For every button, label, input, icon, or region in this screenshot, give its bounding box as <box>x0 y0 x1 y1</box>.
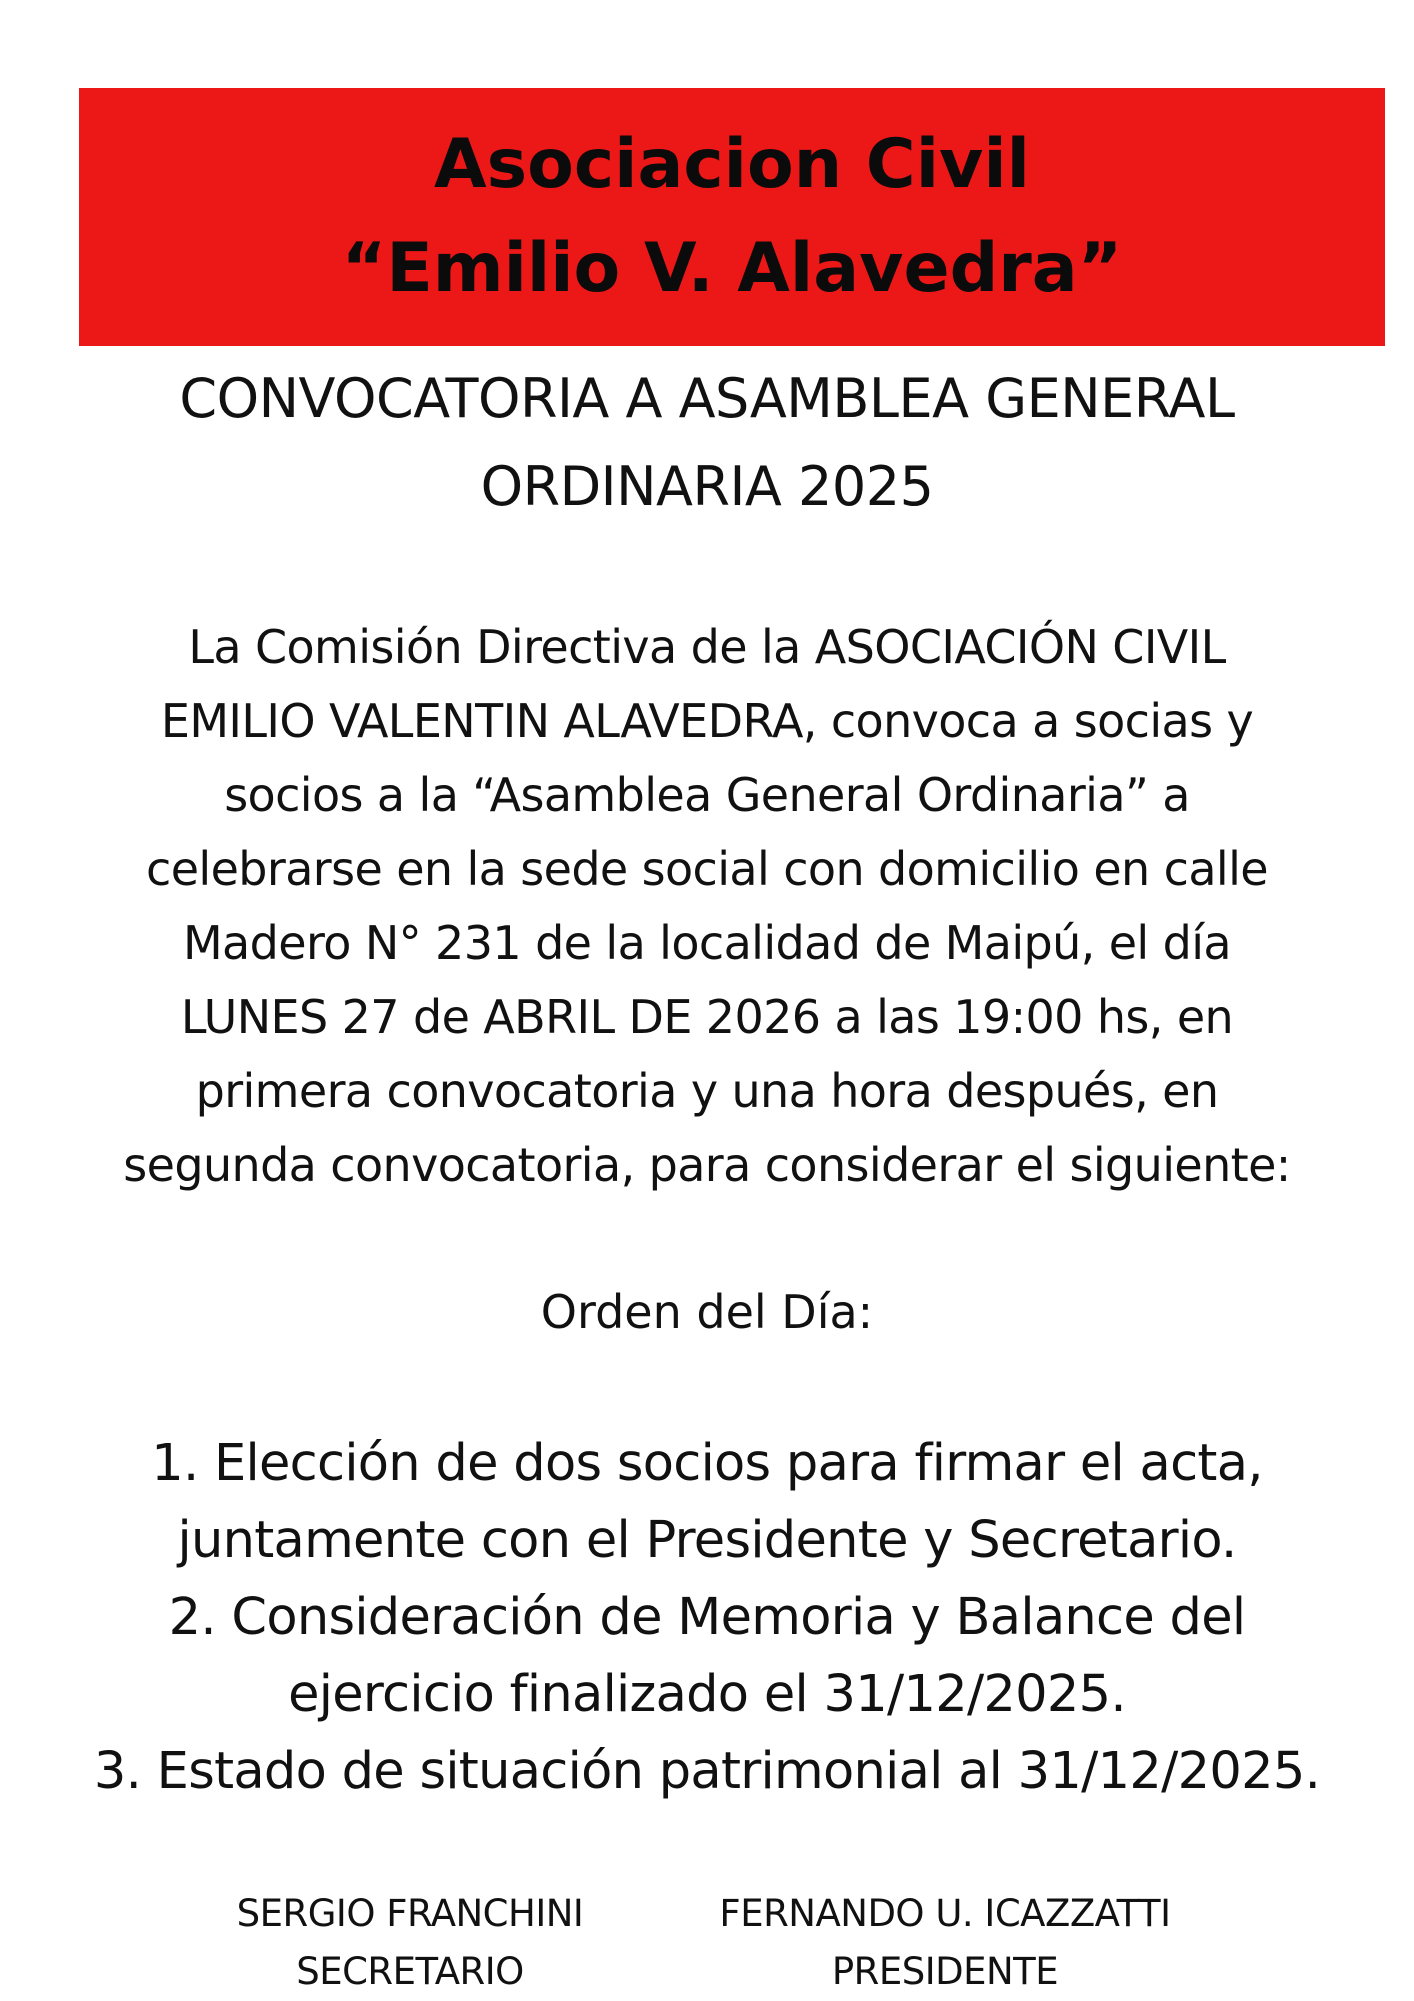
agenda-item: juntamente con el Presidente y Secretario. <box>177 1511 1237 1570</box>
header-banner <box>79 88 1385 346</box>
signature-president <box>695 1885 1195 2001</box>
agenda-item: 1. Elección de dos socios para firmar el acta, <box>151 1434 1263 1493</box>
secretary-name: SERGIO FRANCHINI <box>236 1892 584 1935</box>
body-line: segunda convocatoria, para considerar el siguiente: <box>123 1138 1291 1192</box>
president-role: PRESIDENTE <box>831 1950 1059 1993</box>
body-line: primera convocatoria y una hora después, en <box>195 1064 1219 1118</box>
body-line: Madero N° 231 de la localidad de Maipú, el día <box>182 916 1232 970</box>
body-line: celebrarse en la sede social con domicilio en calle <box>146 842 1268 896</box>
body-paragraph <box>0 610 1414 1202</box>
signature-secretary <box>215 1885 605 2001</box>
body-line: La Comisión Directiva de la ASOCIACIÓN CIVIL <box>188 620 1226 674</box>
agenda-item: 2. Consideración de Memoria y Balance del <box>168 1588 1246 1647</box>
subtitle <box>0 355 1414 531</box>
title-line-2: “Emilio V. Alavedra” <box>341 229 1123 308</box>
body-line: socios a la “Asamblea General Ordinaria” a <box>224 768 1190 822</box>
agenda-title: Orden del Día: <box>540 1285 874 1339</box>
agenda-list <box>0 1425 1414 1810</box>
body-line: EMILIO VALENTIN ALAVEDRA, convoca a socias y <box>160 694 1254 748</box>
title-line-1: Asociacion Civil <box>434 125 1030 204</box>
secretary-role: SECRETARIO <box>296 1950 524 1993</box>
agenda-item: 3. Estado de situación patrimonial al 31/12/2025. <box>93 1742 1321 1801</box>
president-name: FERNANDO U. ICAZZATTI <box>719 1892 1171 1935</box>
body-line: LUNES 27 de ABRIL DE 2026 a las 19:00 hs, en <box>180 990 1234 1044</box>
agenda-item: ejercicio finalizado el 31/12/2025. <box>288 1665 1126 1724</box>
subtitle-line-1: CONVOCATORIA A ASAMBLEA GENERAL <box>179 367 1235 430</box>
subtitle-line-2: ORDINARIA 2025 <box>480 455 934 518</box>
signatures <box>0 1885 1414 2000</box>
